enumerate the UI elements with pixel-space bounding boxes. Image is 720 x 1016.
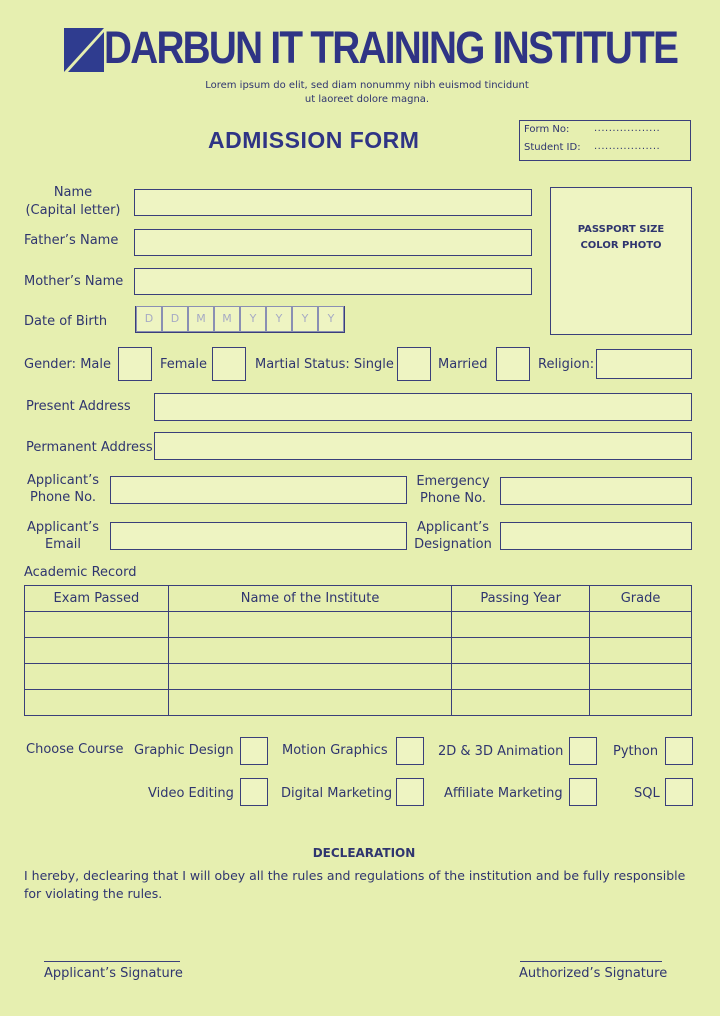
table-cell[interactable] (452, 612, 590, 638)
logo-icon (64, 28, 104, 72)
designation-label-line2: Designation (414, 537, 492, 552)
dob-cell-year3[interactable]: Y (292, 306, 318, 332)
declaration-text-line1: I hereby, declearing that I will obey all the rules and regulations of the institution and be fully responsible (24, 868, 686, 883)
dob-cell-year4[interactable]: Y (318, 306, 344, 332)
form-title: ADMISSION FORM (208, 127, 420, 153)
affiliate-marketing-label: Affiliate Marketing (444, 786, 563, 801)
student-id-label: Student ID: (524, 142, 581, 153)
table-cell[interactable] (590, 638, 692, 664)
female-label: Female (160, 357, 208, 372)
table-cell[interactable] (168, 638, 452, 664)
religion-label: Religion: (538, 357, 595, 372)
video-editing-checkbox[interactable] (240, 778, 268, 806)
gender-female-checkbox[interactable] (212, 347, 246, 381)
permanent-address-input[interactable] (154, 432, 692, 460)
table-cell[interactable] (168, 664, 452, 690)
dob-label: Date of Birth (24, 314, 108, 329)
gender-male-checkbox[interactable] (118, 347, 152, 381)
designation-input[interactable] (500, 522, 692, 550)
marital-single-checkbox[interactable] (397, 347, 431, 381)
choose-course-label: Choose Course (26, 742, 124, 757)
marital-single-label: Martial Status: Single (255, 357, 394, 372)
sql-checkbox[interactable] (665, 778, 693, 806)
emergency-phone-label (414, 473, 492, 507)
emergency-phone-label-line1: Emergency (416, 474, 490, 489)
mothers-name-label: Mother’s Name (24, 274, 124, 289)
name-input[interactable] (134, 189, 532, 216)
table-cell[interactable] (590, 664, 692, 690)
header-passing-year: Passing Year (452, 586, 590, 612)
table-cell[interactable] (168, 690, 452, 716)
header-institute-name: Name of the Institute (168, 586, 452, 612)
student-id-field[interactable]: .................. (594, 141, 661, 152)
table-cell[interactable] (452, 664, 590, 690)
animation-checkbox[interactable] (569, 737, 597, 765)
table-cell[interactable] (452, 690, 590, 716)
passport-photo-box[interactable] (550, 187, 692, 335)
table-cell[interactable] (25, 664, 169, 690)
emergency-phone-label-line2: Phone No. (420, 491, 486, 506)
form-id-box (519, 120, 691, 161)
applicant-phone-label-line1: Applicant’s (27, 473, 99, 488)
religion-input[interactable] (596, 349, 692, 379)
fathers-name-input[interactable] (134, 229, 532, 256)
academic-record-table (24, 585, 692, 716)
dob-cell-year1[interactable]: Y (240, 306, 266, 332)
fathers-name-label: Father’s Name (24, 233, 119, 248)
name-label-line1: Name (53, 185, 93, 200)
emergency-phone-input[interactable] (500, 477, 692, 505)
table-cell[interactable] (25, 638, 169, 664)
form-no-label: Form No: (524, 124, 570, 135)
animation-label: 2D & 3D Animation (438, 744, 564, 759)
applicant-phone-input[interactable] (110, 476, 407, 504)
python-checkbox[interactable] (665, 737, 693, 765)
mothers-name-input[interactable] (134, 268, 532, 295)
table-header-row (25, 586, 692, 612)
academic-record-title: Academic Record (24, 565, 137, 580)
gender-male-label: Gender: Male (24, 357, 111, 372)
tagline-line1: Lorem ipsum do elit, sed diam nonummy nibh euismod tincidunt (205, 80, 529, 91)
affiliate-marketing-checkbox[interactable] (569, 778, 597, 806)
digital-marketing-checkbox[interactable] (396, 778, 424, 806)
applicant-email-input[interactable] (110, 522, 407, 550)
present-address-label: Present Address (26, 399, 131, 414)
applicant-phone-label-line2: Phone No. (30, 490, 96, 505)
table-cell[interactable] (452, 638, 590, 664)
table-cell[interactable] (25, 690, 169, 716)
motion-graphics-label: Motion Graphics (282, 743, 388, 758)
table-row (25, 638, 692, 664)
authorized-signature-line[interactable] (520, 961, 662, 962)
header-exam-passed: Exam Passed (25, 586, 169, 612)
dob-cell-day1[interactable]: D (136, 306, 162, 332)
dob-cell-month1[interactable]: M (188, 306, 214, 332)
dob-cell-year2[interactable]: Y (266, 306, 292, 332)
institute-name: DARBUN IT TRAINING INSTITUTE (104, 22, 678, 73)
name-label-line2: (Capital letter) (25, 203, 121, 218)
present-address-input[interactable] (154, 393, 692, 421)
applicant-email-label (26, 519, 100, 553)
table-row (25, 664, 692, 690)
table-cell[interactable] (168, 612, 452, 638)
table-cell[interactable] (590, 690, 692, 716)
table-row (25, 690, 692, 716)
authorized-signature-label: Authorized’s Signature (519, 966, 668, 981)
declaration-title: DECLEARATION (312, 846, 416, 860)
graphic-design-label: Graphic Design (134, 743, 234, 758)
table-cell[interactable] (590, 612, 692, 638)
applicant-signature-label: Applicant’s Signature (44, 966, 183, 981)
name-label (24, 184, 122, 220)
python-label: Python (613, 744, 659, 759)
dob-cell-month2[interactable]: M (214, 306, 240, 332)
table-cell[interactable] (25, 612, 169, 638)
applicant-phone-label (26, 472, 100, 506)
married-label: Married (438, 357, 488, 372)
designation-label-line1: Applicant’s (417, 520, 489, 535)
designation-label (412, 519, 494, 553)
applicant-signature-line[interactable] (44, 961, 180, 962)
dob-field[interactable] (135, 306, 345, 333)
applicant-email-label-line1: Applicant’s (27, 520, 99, 535)
form-no-field[interactable]: .................. (594, 123, 661, 134)
photo-label-line1: PASSPORT SIZE (577, 224, 665, 235)
dob-cell-day2[interactable]: D (162, 306, 188, 332)
motion-graphics-checkbox[interactable] (396, 737, 424, 765)
permanent-address-label: Permanent Address (26, 440, 153, 455)
tagline-line2: ut laoreet dolore magna. (304, 94, 430, 105)
header-grade: Grade (590, 586, 692, 612)
graphic-design-checkbox[interactable] (240, 737, 268, 765)
applicant-email-label-line2: Email (44, 537, 82, 552)
photo-label-line2: COLOR PHOTO (580, 240, 662, 251)
sql-label: SQL (634, 786, 660, 801)
declaration-text-line2: for violating the rules. (24, 886, 163, 901)
married-checkbox[interactable] (496, 347, 530, 381)
video-editing-label: Video Editing (148, 786, 234, 801)
digital-marketing-label: Digital Marketing (281, 786, 393, 801)
table-row (25, 612, 692, 638)
